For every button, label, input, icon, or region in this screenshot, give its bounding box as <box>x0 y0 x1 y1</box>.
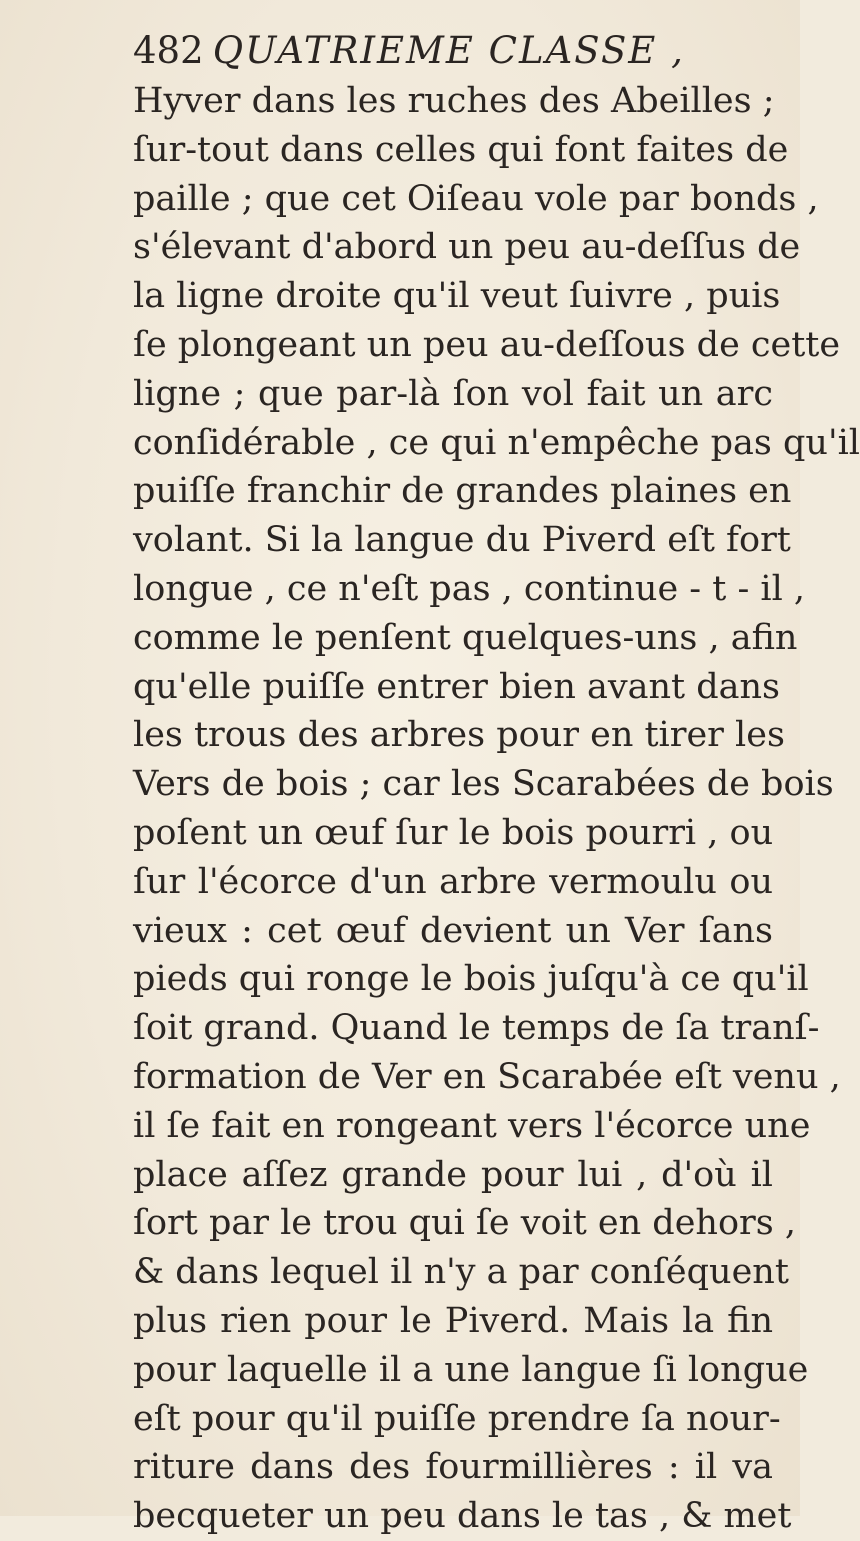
text-line: formation de Ver en Scarabée eſt venu , <box>133 1056 841 1097</box>
text-line: ligne ; que par-là ſon vol fait un arc <box>133 373 773 414</box>
text-line: poſent un œuf ſur le bois pourri , ou <box>133 812 774 853</box>
text-line: ſur l'écorce d'un arbre vermoulu ou <box>133 861 773 902</box>
page-number: 482 <box>133 29 204 72</box>
text-line: qu'elle puiſſe entrer bien avant dans <box>133 666 781 707</box>
text-line: conſidérable , ce qui n'empêche pas qu'il <box>133 422 860 463</box>
text-line: puiſſe franchir de grandes plaines en <box>133 471 792 512</box>
text-line: becqueter un peu dans le tas , & met <box>133 1496 792 1537</box>
text-line: longue , ce n'eſt pas , continue - t - il , <box>133 568 806 609</box>
text-line: ſe plongeant un peu au-deſſous de cette <box>133 324 841 365</box>
text-line: les trous des arbres pour en tirer les <box>133 715 785 756</box>
text-line: & dans lequel il n'y a par conſéquent <box>133 1252 789 1293</box>
text-line: pieds qui ronge le bois juſqu'à ce qu'il <box>133 959 809 1000</box>
text-line: vieux : cet œuf devient un Ver ſans <box>133 910 773 951</box>
text-line: plus rien pour le Piverd. Mais la fin <box>133 1300 773 1341</box>
text-line: paille ; que cet Oiſeau vole par bonds , <box>133 178 819 219</box>
text-line: s'élevant d'abord un peu au-deſſus de <box>133 227 801 268</box>
text-line: volant. Si la langue du Piverd eſt fort <box>133 520 791 561</box>
text-line: il ſe fait en rongeant vers l'écorce une <box>133 1105 811 1146</box>
body-text <box>133 77 860 1541</box>
text-line: pour laquelle il a une langue ſi longue <box>133 1349 809 1390</box>
text-line: riture dans des fourmillières : il va <box>133 1447 773 1488</box>
text-line: la ligne droite qu'il veut ſuivre , puis <box>133 276 781 317</box>
text-line: comme le penſent quelques-uns , afin <box>133 617 798 658</box>
text-line: ſoit grand. Quand le temps de ſa tranſ- <box>133 1008 820 1049</box>
text-line: Vers de bois ; car les Scarabées de bois <box>133 764 834 805</box>
text-line: Hyver dans les ruches des Abeilles ; <box>133 81 775 121</box>
text-line: ſort par le trou qui ſe voit en dehors , <box>133 1203 796 1244</box>
page-header <box>133 26 773 76</box>
running-title: QUATRIEME CLASSE , <box>212 29 685 72</box>
text-line: eſt pour qu'il puiſſe prendre ſa nour- <box>133 1398 781 1439</box>
text-line: place aſſez grande pour lui , d'où il <box>133 1154 773 1195</box>
text-line: ſur-tout dans celles qui font faites de <box>133 129 789 170</box>
